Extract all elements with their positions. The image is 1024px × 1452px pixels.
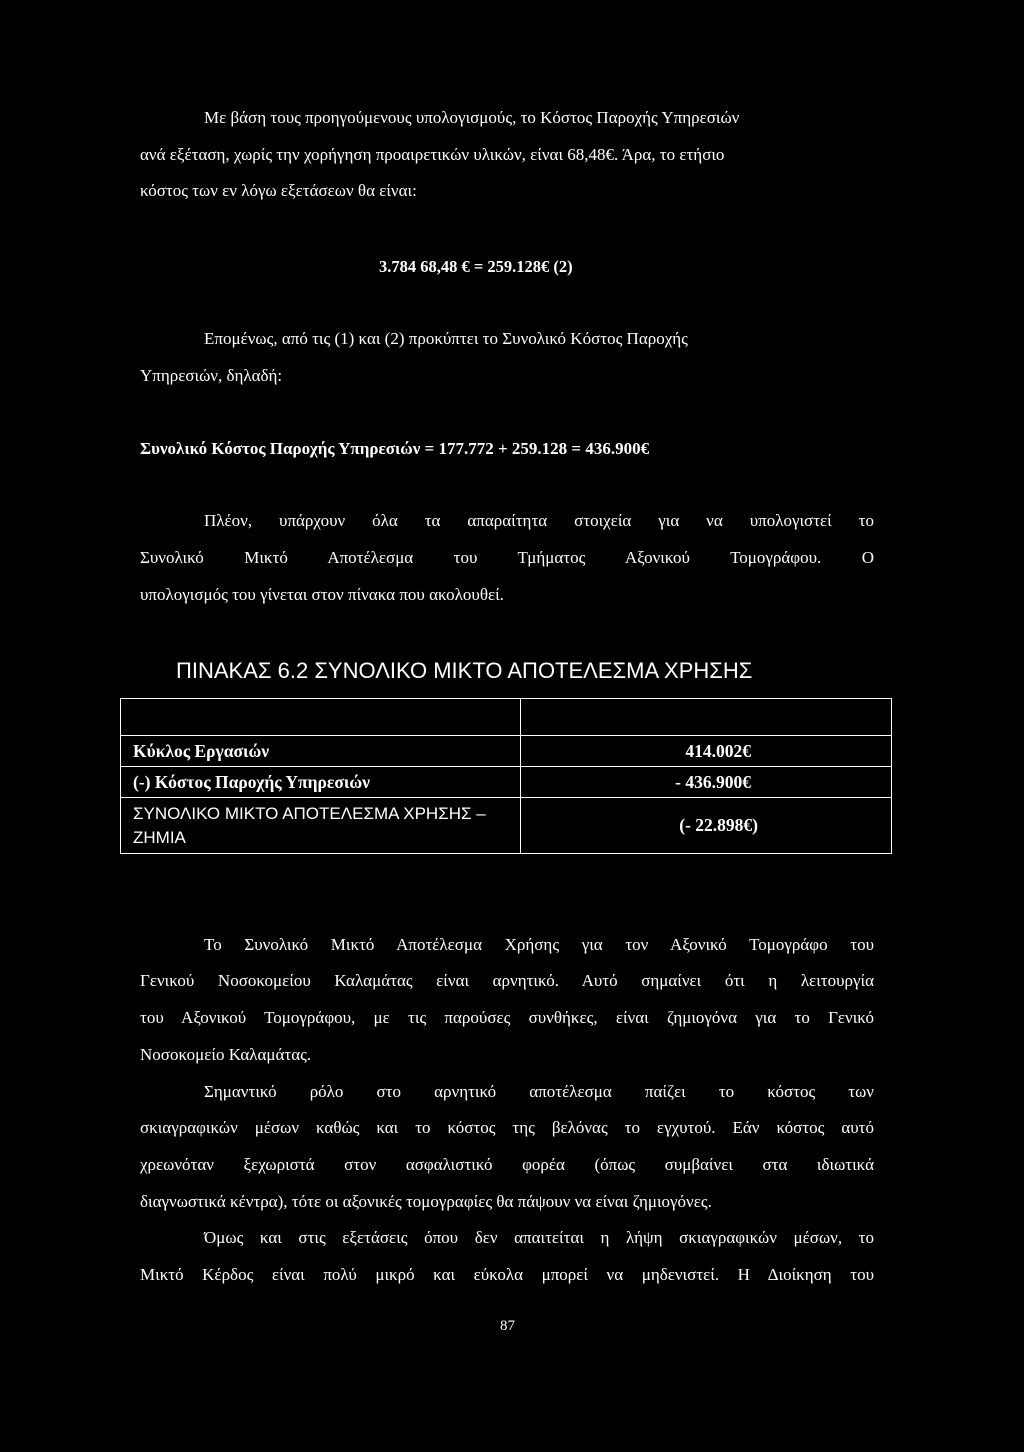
total-cost-formula: Συνολικό Κόστος Παροχής Υπηρεσιών = 177.772 + 259.128 = 436.900€ [140,439,650,458]
row-label: (-) Κόστος Παροχής Υπηρεσιών [121,767,521,798]
paragraph-line: Επομένως, από τις (1) και (2) προκύπτει το Συνολικό Κόστος Παροχής [204,329,688,348]
paragraph-line: Νοσοκομείο Καλαμάτας. [140,1045,312,1064]
table-row [121,767,892,798]
paragraph-line: διαγνωστικά κέντρα), τότε οι αξονικές τομογραφίες θα πάψουν να είναι ζημιογόνες. [140,1192,712,1211]
paragraph-line: Με βάση τους προηγούμενους υπολογισμούς, το Κόστος Παροχής Υπηρεσιών [204,108,740,127]
paragraph-line: υπολογισμός του γίνεται στον πίνακα που ακολουθεί. [140,585,504,604]
table-cell [521,699,892,736]
paragraph-line: κόστος των εν λόγω εξετάσεων θα είναι: [140,181,417,200]
paragraph-line: Μικτό Κέρδος είναι πολύ μικρό και εύκολα μπορεί να μηδενιστεί. Η Διοίκηση του [140,1265,874,1284]
page-number: 87 [500,1318,515,1334]
row-value: (- 22.898€) [521,798,892,854]
table-title: ΠΙΝΑΚΑΣ 6.2 ΣΥΝΟΛΙΚΟ ΜΙΚΤΟ ΑΠΟΤΕΛΕΣΜΑ ΧΡΗΣΗΣ [176,658,753,683]
paragraph-line: σκιαγραφικών μέσων καθώς και το κόστος της βελόνας το εγχυτού. Εάν κόστος αυτό [140,1118,874,1137]
row-value: - 436.900€ [521,767,892,798]
table-cell [121,699,521,736]
formula-2: 3.784 68,48 € = 259.128€ (2) [379,257,573,276]
paragraph-line: Συνολικό Μικτό Αποτέλεσμα του Τμήματος Αξονικού Τομογράφου. Ο [140,548,874,567]
table-row [121,798,892,854]
paragraph-line: ανά εξέταση, χωρίς την χορήγηση προαιρετικών υλικών, είναι 68,48€. Άρα, το ετήσιο [140,145,725,164]
paragraph-line: Πλέον, υπάρχουν όλα τα απαραίτητα στοιχεία για να υπολογιστεί το [204,511,874,530]
table-header-row [121,699,892,736]
paragraph-line: του Αξονικού Τομογράφου, με τις παρούσες συνθήκες, είναι ζημιογόνα για το Γενικό [140,1008,874,1027]
row-label: ΣΥΝΟΛΙΚΟ ΜΙΚΤΟ ΑΠΟΤΕΛΕΣΜΑ ΧΡΗΣΗΣ – ΖΗΜΙΑ [121,798,521,854]
paragraph-line: χρεωνόταν ξεχωριστά στον ασφαλιστικό φορέα (όπως συμβαίνει στα ιδιωτικά [140,1155,874,1174]
paragraph-line: Γενικού Νοσοκομείου Καλαμάτας είναι αρνητικό. Αυτό σημαίνει ότι η λειτουργία [140,971,874,990]
paragraph-line: Όμως και στις εξετάσεις όπου δεν απαιτείται η λήψη σκιαγραφικών μέσων, το [204,1228,874,1247]
paragraph-line: Το Συνολικό Μικτό Αποτέλεσμα Χρήσης για τον Αξονικό Τομογράφο του [204,935,874,954]
table-row [121,736,892,767]
result-table [120,698,892,854]
row-value: 414.002€ [521,736,892,767]
row-label: Κύκλος Εργασιών [121,736,521,767]
paragraph-line: Υπηρεσιών, δηλαδή: [140,366,283,385]
paragraph-line: Σημαντικό ρόλο στο αρνητικό αποτέλεσμα παίζει το κόστος των [204,1082,874,1101]
